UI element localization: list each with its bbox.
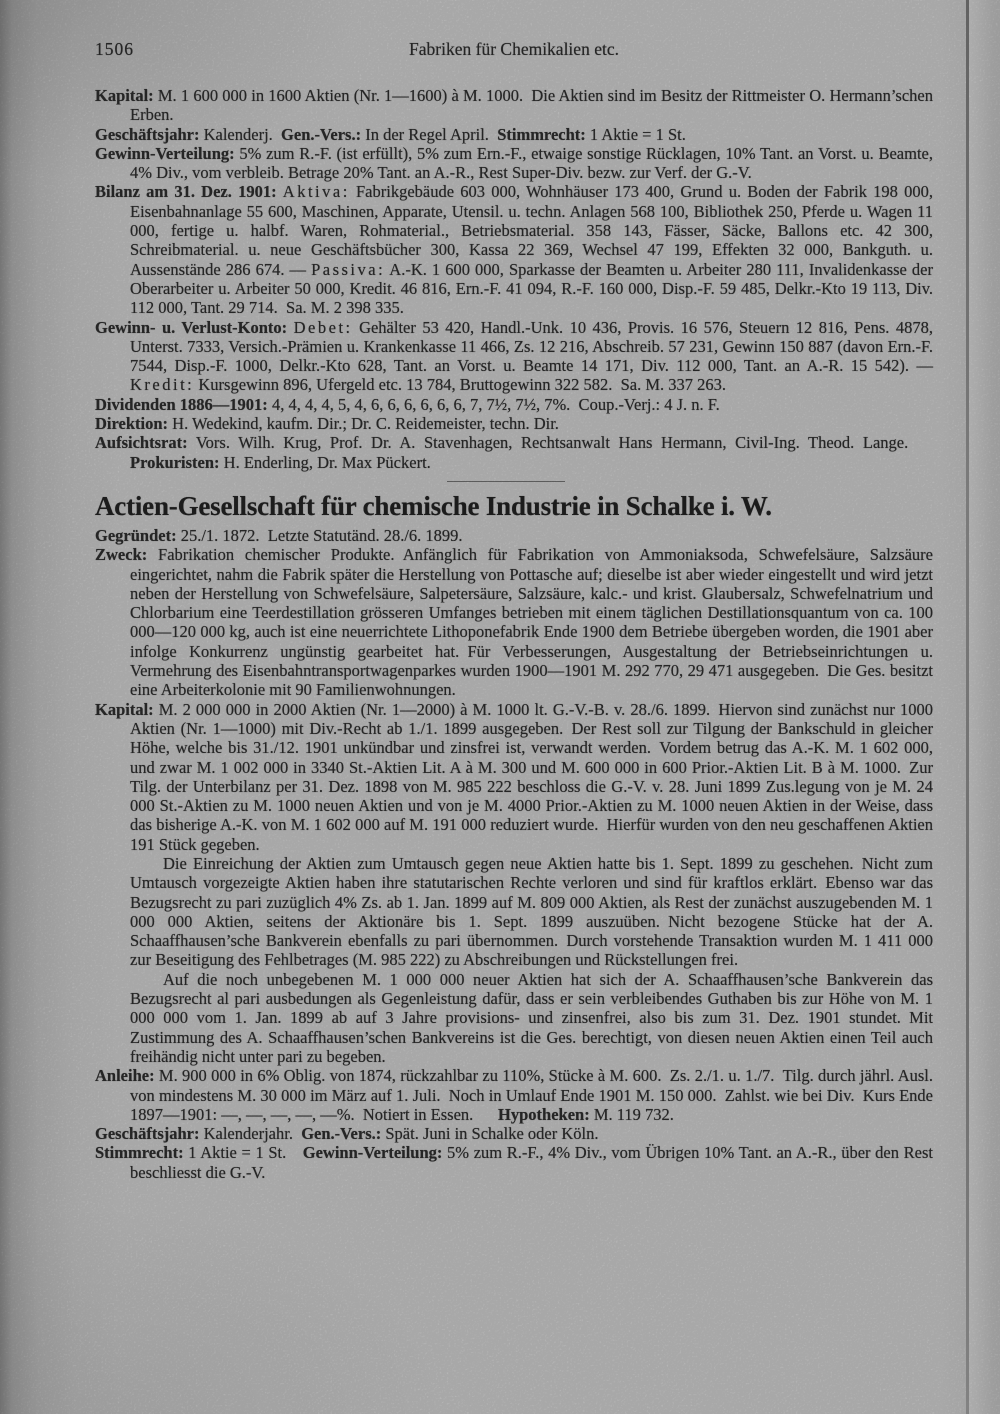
spaced-label: Kredit: — [130, 375, 195, 395]
text-run: Spät. Juni in Schalke oder Köln. — [381, 1124, 599, 1144]
running-head — [95, 40, 933, 62]
entry-1-body — [95, 86, 933, 472]
text-run: M. 2 000 000 in 2000 Aktien (Nr. 1—2000) à M. 1000 lt. G.-V.-B. v. 28./6. 1899. Hiervon sind zunächst nur 1000 Aktien (Nr. 1—1000) mit Div.-Recht ab 1./1. 1899 ausgegeben. Der Rest soll zur Tilgung der Bankschuld in gleicher Höhe, welche bis 31./12. 1901 unkündbar und zinsfrei ist, verwandt werden. Vordem betrug das A.-K. M. 1 602 000, und zwar M. 1 002 000 in 3340 St.-Aktien Lit. A à M. 300 und M. 600 000 in 600 Prior.-Aktien Lit. B à M. 1000. Zur Tilg. der Unterbilanz per 31. Dez. 1898 von M. 985 222 beschloss die G.-V. v. 28. Juni 1899 Zus.legung von je M. 24 000 St.-Aktien zu M. 1000 neuen Aktien und von je M. 4000 Prior.-Aktien zu M. 1000 neuen Aktien in der Weise, dass das bisherige A.-K. von M. 1 602 000 auf M. 191 000 reduziert wurde. Hierfür wurden von den neu geschaffenen Aktien 191 Stück gegeben. — [130, 699, 933, 854]
text-run: In der Regel April. — [361, 124, 498, 144]
field-label: Geschäftsjahr: — [95, 124, 200, 144]
field-label: Gewinn- u. Verlust-Konto: — [95, 317, 288, 337]
field-label: Stimmrecht: — [497, 124, 586, 144]
text-run: 25./1. 1872. Letzte Statutänd. 28./6. 1899. — [176, 525, 463, 545]
field-label: Zweck: — [95, 545, 148, 565]
para-kapital — [95, 86, 933, 125]
page-edge-margin — [969, 0, 1000, 1414]
field-label: Hypotheken: — [498, 1104, 590, 1124]
company-entry-2 — [95, 489, 933, 1182]
text-run: 4, 4, 4, 4, 5, 4, 6, 6, 6, 6, 6, 6, 7, 7½, 7½, 7%. Coup.-Verj.: 4 J. n. F. — [267, 394, 720, 414]
entry-2-body — [95, 526, 933, 1182]
text-run: Gehälter 53 420, Handl.-Unk. 10 436, Provis. 16 576, Steuern 12 816, Pens. 4878, Unterst. 7333, Versich.-Prämien u. Krankenkasse 11 466, Zs. 12 216, Abschreib. 57 231, Gewinn 150 887 (davon Ern.-F. 7544, Disp.-F. 1000, Delkr.-Kto 628, Tant. an Vorst. u. Beamte 14 171, Div. 112 000, Tant. an A.-R. 15 542). — — [130, 317, 933, 376]
field-label: Gegründet: — [95, 525, 177, 545]
text-run: H. Enderling, Dr. Max Pückert. — [219, 452, 431, 472]
text-run: Die Einreichung der Aktien zum Umtausch gegen neue Aktien hatte bis 1. Sept. 1899 zu geschehen. Nicht zum Umtausch vorgezeigte Aktien haben ihre statutarischen Rechte verloren und sind für kraftlos erklärt. Ebenso war das Bezugsrecht zu pari zuzüglich 4% Zs. ab 1. Jan. 1899 auf M. 809 000 Aktien, als Rest der zunächst auszugebenden M. 1 000 000 Aktien, seitens der Aktionäre bis 1. Sept. 1899 auszuüben. Nicht bezogene Stücke hat der A. Schaaffhausen’sche Bankverein ebenfalls zu pari übernommen. Durch vorstehende Transaktion wurden M. 1 411 000 zur Beseitigung des Fehlbetrages (M. 985 222) zu Abschreibungen und Rückstellungen frei. — [130, 853, 933, 970]
text-run: Kalenderj. — [199, 124, 282, 144]
para-kapital — [95, 700, 933, 854]
field-label: Anleihe: — [95, 1066, 155, 1086]
text-run: Auf die noch unbegebenen M. 1 000 000 neuer Aktien hat sich der A. Schaaffhausen’sche Bankverein das Bezugsrecht al pari ausbedungen als Gegenleistung dafür, dass er sein verbleibendes Guthaben bis zur Höhe von M. 1 000 000 vom 1. Jan. 1899 ab auf 3 Jahre provisions- und zinsenfrei, also bis zum 31. Dez. 1901 stundet. Mit Zustimmung des A. Schaaffhausen’schen Bankvereins ist die Ges. berechtigt, von diesen neuen Aktien einen Teil auch freihändig nicht unter pari zu begeben. — [130, 969, 933, 1066]
text-run: Fabrikgebäude 603 000, Wohnhäuser 173 400, Grund u. Boden der Fabrik 198 000, Eisenbahnanlage 55 600, Maschinen, Apparate, Utensil. u. techn. Anlagen 568 100, Bibliothek 250, Pferde u. Wagen 11 000, fertige u. halbf. Waren, Rohmaterial., Betriebsmaterial. 358 143, Fässer, Säcke, Ballons etc. 42 300, Schreibmaterial. u. neue Geschäftsbücher 300, Kassa 22 369, Wechsel 47 199, Effekten 32 000, Bankguth. u. Aussenstände 286 674. — — [130, 182, 934, 279]
field-label: Kapital: — [95, 86, 154, 105]
field-label: Stimmrecht: — [95, 1143, 184, 1163]
para-anleihe — [95, 1066, 933, 1124]
text-run: H. Wedekind, kaufm. Dir.; Dr. C. Reidemeister, techn. Dir. — [168, 414, 559, 434]
running-title: Fabriken für Chemikalien etc. — [409, 39, 619, 59]
para-geschaeftsjahr — [95, 125, 933, 144]
spaced-label: Debet: — [293, 317, 353, 337]
para-gegruendet — [95, 526, 933, 545]
text-run: Fabrikation chemischer Produkte. Anfänglich für Fabrikation von Ammoniaksoda, Schwefelsäure, Salzsäure eingerichtet, nahm die Fabrik später die Herstellung von Pottasche auf; dieselbe ist aber wieder eingestellt und wird jetzt neben der Herstellung von Schwefelsäure, Salpetersäure, Salzsäure, kalc.- und krist. Glaubersalz, Schwefelnatrium und Chlorbarium eine Teerdestillation grösseren Umfanges betrieben mit einem täglichen Destillationsquantum von ca. 100 000—120 000 kg, auch ist eine neuerrichtete Lithoponefabrik Ende 1900 dem Betriebe übergeben worden, die 1901 aber infolge Konkurrenz ungünstig gearbeitet hat. Für Verbesserungen, Ausgestaltung der Betriebseinrichtungen u. Vermehrung des Eisenbahntransportwagenparkes wurden 1900—1901 M. 292 770, 29 471 ausgegeben. Die Ges. besitzt eine Arbeiterkolonie mit 90 Familienwohnungen. — [130, 545, 933, 700]
field-label: Gen.-Vers.: — [301, 1124, 382, 1144]
text-run: Vors. Wilh. Krug, Prof. Dr. A. Stavenhagen, Rechtsanwalt Hans Hermann, Civil-Ing. Theod. Lange. — [187, 433, 933, 453]
text-run: 1 Aktie = 1 St. — [183, 1143, 303, 1163]
para-direktion — [95, 414, 933, 433]
para-geschaeftsjahr — [95, 1124, 933, 1143]
spaced-label: Passiva: — [311, 259, 386, 279]
page-content — [95, 40, 933, 1182]
text-run: M. 119 732. — [589, 1104, 674, 1124]
para-aufsichtsrat — [95, 433, 933, 472]
text-run: 5% zum R.-F. (ist erfüllt), 5% zum Ern.-F., etwaige sonstige Rücklagen, 10% Tant. an Vorst. u. Beamte, 4% Div., vom verbleib. Betrage 20% Tant. an A.-R., Rest Super-Div. bezw. zur Verf. der G.-V. — [130, 143, 933, 183]
entry-divider — [447, 481, 565, 482]
field-label: Dividenden 1886—1901: — [95, 394, 268, 414]
para-kapital-bezugsrecht — [95, 970, 933, 1066]
field-label: Bilanz am 31. Dez. 1901: — [95, 182, 277, 202]
field-label: Geschäftsjahr: — [95, 1124, 200, 1144]
field-label: Kapital: — [95, 699, 154, 719]
field-label: Prokuristen: — [130, 452, 220, 472]
para-bilanz — [95, 182, 933, 317]
field-label: Gewinn-Verteilung: — [302, 1143, 443, 1163]
text-run: M. 900 000 in 6% Oblig. von 1874, rückzahlbar zu 110%, Stücke à M. 600. Zs. 2./1. u. 1./7. Tilg. durch jährl. Ausl. von mindestens M. 30 000 im März auf 1. Juli. Noch in Umlauf Ende 1901 M. 150 000. Zahlst. wie bei Div. Kurs Ende 1897—1901: —, —, —, —, —%. Notiert in Essen. — [130, 1066, 933, 1124]
text-run: 1 Aktie = 1 St. — [585, 124, 686, 144]
text-run: A.-K. 1 600 000, Sparkasse der Beamten u. Arbeiter 280 111, Invalidenkasse der Oberarbeiter u. Arbeiter 50 000, Kredit. 46 816, Ern.-F. 41 094, R.-F. 160 000, Disp.-F. 59 485, Delkr.-Kto 19 113, Div. 112 000, Tant. 29 714. Sa. M. 2 398 335. — [130, 259, 933, 318]
para-gewinn-verteilung — [95, 144, 933, 183]
company-title: Actien-Gesellschaft für chemische Industrie in Schalke i. W. — [95, 490, 772, 521]
company-entry-1 — [95, 86, 933, 472]
para-gewinn-u-verlust-konto — [95, 318, 933, 395]
text-run: Kursgewinn 896, Ufergeld etc. 13 784, Bruttogewinn 322 582. Sa. M. 337 263. — [194, 375, 727, 395]
para-dividenden — [95, 395, 933, 414]
field-label: Aufsichtsrat: — [95, 433, 188, 453]
text-run: M. 1 600 000 in 1600 Aktien (Nr. 1—1600) à M. 1000. Die Aktien sind im Besitz der Rittmeister O. Hermann’schen Erben. — [130, 86, 933, 125]
para-kapital-umtausch — [95, 854, 933, 970]
page-binding-edge — [966, 0, 969, 1414]
text-run: 5% zum R.-F., 4% Div., vom Übrigen 10% Tant. an A.-R., über den Rest beschliesst die G.-V. — [130, 1143, 933, 1182]
page-number: 1506 — [95, 39, 134, 59]
field-label: Gen.-Vers.: — [281, 124, 362, 144]
text-run: Kalenderjahr. — [199, 1124, 302, 1144]
field-label: Direktion: — [95, 414, 169, 434]
field-label: Gewinn-Verteilung: — [95, 143, 235, 163]
para-zweck — [95, 545, 933, 699]
spaced-label: Aktiva: — [282, 182, 350, 202]
para-stimmrecht — [95, 1143, 933, 1182]
